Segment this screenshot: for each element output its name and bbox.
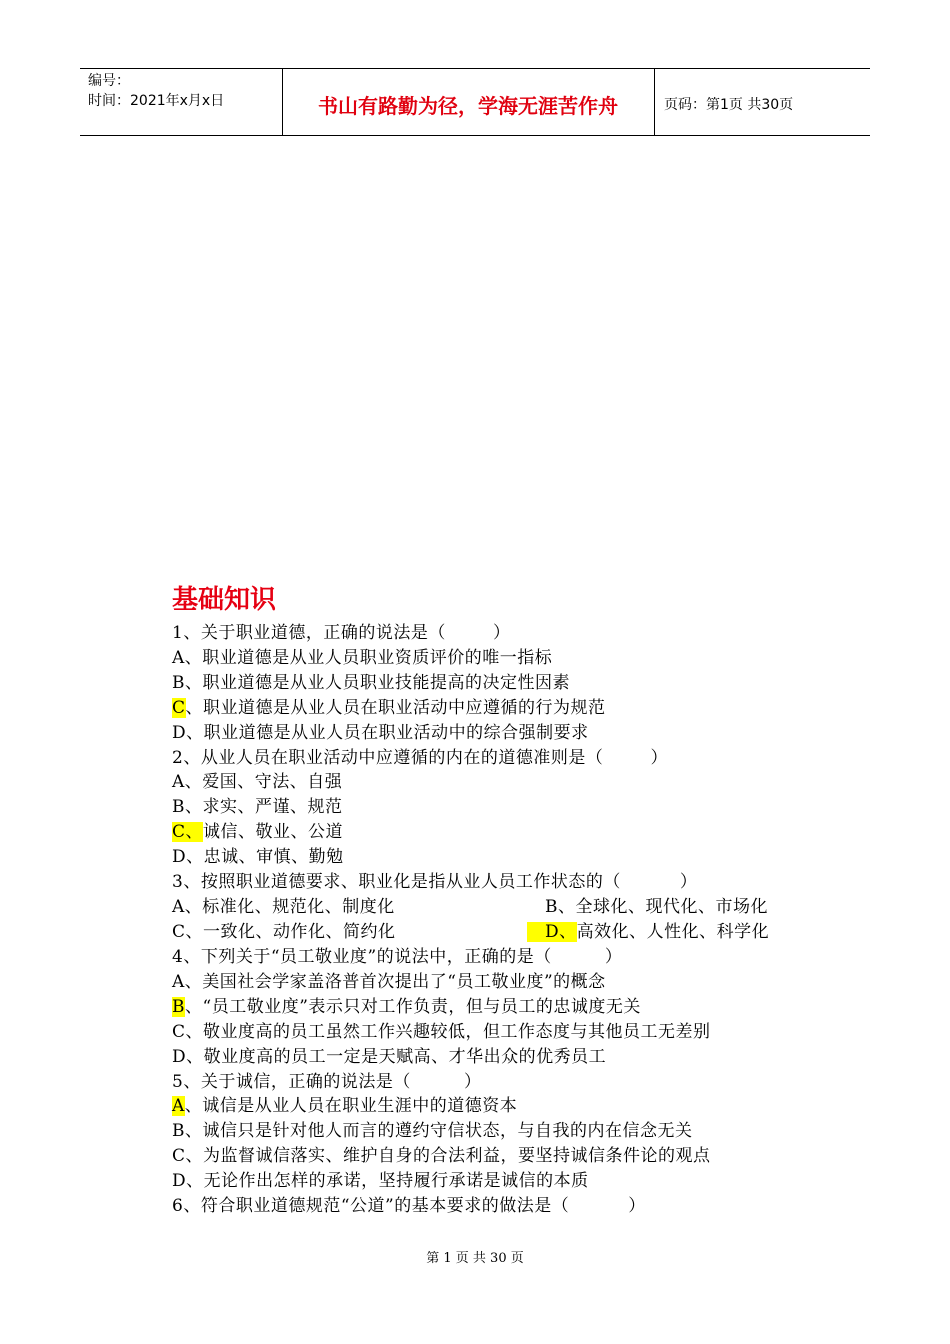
q3-option-d-text: 高效化、人性化、科学化 [576,922,770,942]
q3-option-a: A、标准化、规范化、制度化 [172,897,395,917]
question-line [172,1194,646,1218]
answer-highlight: A [172,1096,185,1117]
question-line-text: D、忠诚、审慎、勤勉 [172,847,344,868]
question-line [172,970,606,994]
question-line-text: A、美国社会学家盖洛普首次提出了“员工敬业度”的概念 [172,971,606,992]
question-line [172,820,343,844]
header-page-info: 页码：第1页 共30页 [664,97,794,113]
question-line-text: D、敬业度高的员工一定是天赋高、才华出众的优秀员工 [172,1046,607,1067]
question-line-text: 1、关于职业道德，正确的说法是（ ） [172,623,511,643]
question-line-text: 、诚信是从业人员在职业生涯中的道德资本 [184,1096,518,1117]
question-line-text: 2、从业人员在职业活动中应遵循的内在的道德准则是（ ） [172,747,669,768]
question-line [172,795,343,819]
question-line-text: D、职业道德是从业人员在职业活动中的综合强制要求 [172,722,589,743]
question-line [172,770,342,794]
question-line [172,646,552,670]
question-line [172,1045,606,1069]
question-line-text: B、职业道德是从业人员职业技能提高的决定性因素 [172,672,570,693]
question-line [172,696,606,720]
q3-option-d [527,920,769,944]
header-motto: 书山有路勤为径，学海无涯苦作舟 [318,94,618,118]
header-divider-right [654,68,655,136]
question-line-text: B、诚信只是针对他人而言的遵约守信状态，与自我的内在信念无关 [172,1121,693,1142]
question-line [172,945,622,969]
question-line-text: 5、关于诚信，正确的说法是（ ） [172,1071,482,1092]
question-line [172,845,344,869]
answer-highlight: B [172,996,185,1017]
question-line [172,1094,517,1118]
question-line [172,671,570,695]
page-footer: 第 1 页 共 30 页 [426,1251,524,1266]
header-top-rule [80,68,870,69]
q3-option-b: B、全球化、现代化、市场化 [545,897,768,917]
question-line [172,1020,711,1044]
question-line-text: A、职业道德是从业人员职业资质评价的唯一指标 [172,647,553,668]
q3-option-c: C、一致化、动作化、简约化 [172,922,396,942]
header-bottom-rule [80,135,870,136]
header-number-label: 编号： [88,73,130,89]
question-line-text: C、敬业度高的员工虽然工作兴趣较低，但工作态度与其他员工无差别 [172,1021,711,1042]
question-line [172,1119,693,1143]
question-line [172,621,511,645]
question-line-text: 6、符合职业道德规范“公道”的基本要求的做法是（ ） [172,1196,646,1216]
answer-highlight: C、 [172,822,204,843]
section-title: 基础知识 [172,585,277,615]
header-time-label: 时间：2021年x月x日 [88,93,225,109]
question-line-text: A、爱国、守法、自强 [172,772,343,793]
question-line [172,870,697,894]
question-line [172,1070,481,1094]
question-line-text: D、无论作出怎样的承诺，坚持履行承诺是诚信的本质 [172,1171,589,1192]
question-line [172,721,589,745]
question-line-text: 诚信、敬业、公道 [203,822,344,843]
question-line-text: B、求实、严谨、规范 [172,797,343,818]
question-line [172,1144,711,1168]
question-line-text: 3、按照职业道德要求、职业化是指从业人员工作状态的（ ） [172,872,698,892]
question-line [172,1169,589,1193]
question-line [172,746,668,770]
answer-highlight: C [172,697,186,718]
question-line-text: 、“员工敬业度”表示只对工作负责，但与员工的忠诚度无关 [185,996,641,1017]
question-line [172,995,641,1019]
answer-highlight: D、 [527,922,577,942]
question-line-text: 4、下列关于“员工敬业度”的说法中，正确的是（ ） [172,947,623,967]
question-line-text: 、职业道德是从业人员在职业活动中应遵循的行为规范 [185,697,606,718]
question-line-text: C、为监督诚信落实、维护自身的合法利益，要坚持诚信条件论的观点 [172,1146,711,1167]
